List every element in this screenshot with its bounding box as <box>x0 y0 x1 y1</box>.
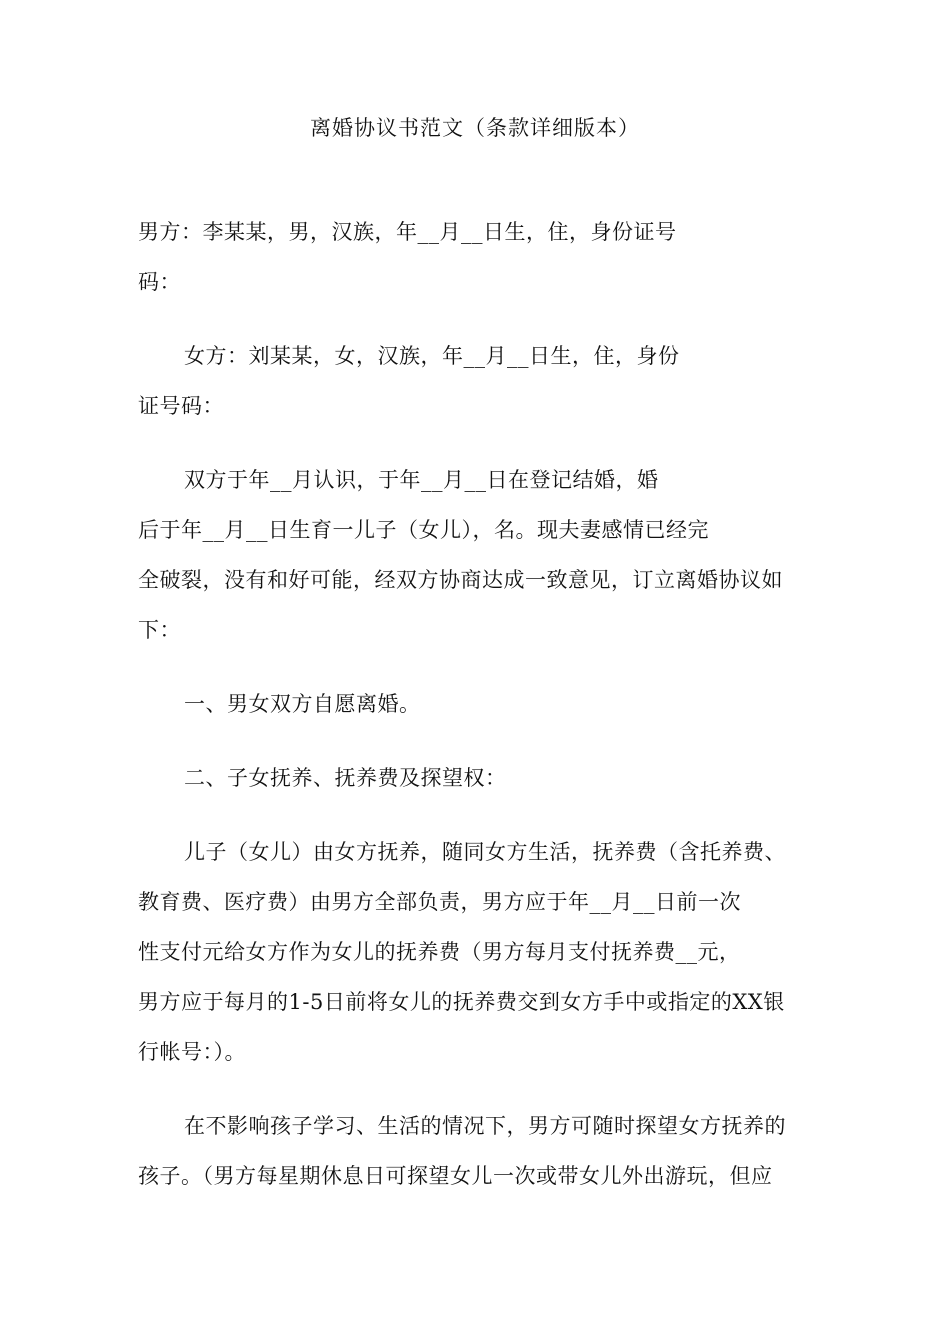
paragraph-line: 儿子（女儿）由女方抚养，随同女方生活，抚养费（含托养费、 <box>184 840 786 864</box>
paragraph-line: 后于年__月__日生育一儿子（女儿），名。现夫妻感情已经完 <box>138 518 709 542</box>
paragraph-line: 证号码： <box>138 394 224 418</box>
paragraph-line: 全破裂，没有和好可能，经双方协商达成一致意见，订立离婚协议如 <box>138 568 783 592</box>
clause-heading: 二、子女抚养、抚养费及探望权： <box>184 766 507 790</box>
paragraph-line: 双方于年__月认识，于年__月__日在登记结婚，婚 <box>184 468 659 492</box>
paragraph-line: 行帐号：）。 <box>138 1040 246 1064</box>
paragraph-line: 在不影响孩子学习、生活的情况下，男方可随时探望女方抚养的 <box>184 1114 786 1138</box>
paragraph-line: 孩子。（男方每星期休息日可探望女儿一次或带女儿外出游玩，但应 <box>138 1164 773 1188</box>
paragraph-line: 性支付元给女方作为女儿的抚养费（男方每月支付抚养费__元， <box>138 940 741 964</box>
paragraph-line: 教育费、医疗费）由男方全部负责，男方应于年__月__日前一次 <box>138 890 741 914</box>
paragraph-line: 男方：李某某，男，汉族，年__月__日生，住，身份证号 <box>138 220 677 244</box>
paragraph-line: 男方应于每月的1-5日前将女儿的抚养费交到女方手中或指定的XX银 <box>138 990 785 1014</box>
paragraph-line: 女方：刘某某，女，汉族，年__月__日生，住，身份 <box>184 344 680 368</box>
paragraph-line: 码： <box>138 270 181 294</box>
clause-heading: 一、男女双方自愿离婚。 <box>184 692 421 716</box>
document-title: 离婚协议书范文（条款详细版本） <box>310 116 640 140</box>
paragraph-line: 下： <box>138 618 181 642</box>
